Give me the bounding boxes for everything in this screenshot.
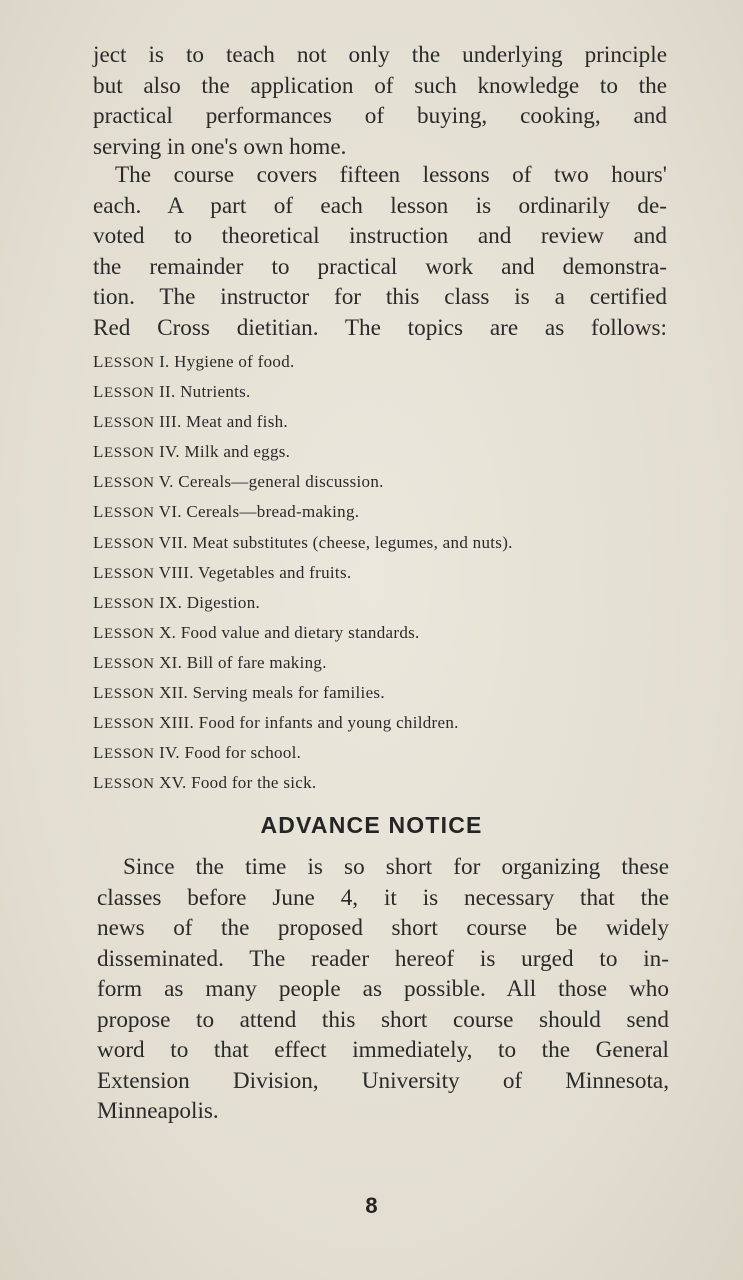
notice-paragraph	[97, 852, 669, 1127]
lesson-topic: VIII. Vegetables and fruits.	[158, 562, 352, 582]
lesson-label: LESSON	[93, 773, 155, 793]
lesson-topic: XIII. Food for infants and young children.	[159, 713, 459, 733]
lesson-label: LESSON	[93, 442, 155, 462]
lesson-item	[93, 347, 693, 377]
lesson-label: LESSON	[93, 592, 155, 612]
lesson-topic: XV. Food for the sick.	[159, 773, 317, 793]
text-line: form as many people as possible. All those who	[97, 976, 669, 1002]
text-line: Red Cross dietitian. The topics are as follows:	[93, 314, 667, 341]
lesson-topic: XI. Bill of fare making.	[159, 652, 327, 672]
section-heading: ADVANCE NOTICE	[260, 812, 483, 838]
lesson-item	[93, 588, 693, 618]
lesson-label: LESSON	[93, 683, 155, 703]
lesson-label: LESSON	[93, 622, 155, 642]
lesson-topic: IX. Digestion.	[159, 592, 261, 612]
text-line: each. A part of each lesson is ordinarily de-	[93, 192, 667, 219]
text-line: practical performances of buying, cooking, and	[93, 103, 667, 129]
lesson-list	[93, 347, 693, 798]
lesson-topic: III. Meat and fish.	[159, 412, 288, 432]
lesson-label: LESSON	[93, 652, 155, 672]
text-line: Minneapolis.	[97, 1098, 219, 1124]
lesson-topic: X. Food value and dietary standards.	[159, 622, 420, 642]
lesson-item	[93, 618, 693, 648]
lesson-item	[93, 467, 693, 497]
lesson-item	[93, 528, 693, 558]
lesson-item	[93, 648, 693, 678]
lesson-topic: IV. Milk and eggs.	[159, 442, 291, 462]
lesson-label: LESSON	[93, 472, 155, 492]
text-line: but also the application of such knowledge to the	[93, 72, 667, 99]
course-paragraph	[93, 160, 667, 343]
lesson-label: LESSON	[93, 532, 155, 552]
text-line: propose to attend this short course should send	[97, 1006, 669, 1033]
lesson-item	[93, 407, 693, 437]
text-line: disseminated. The reader hereof is urged to in-	[97, 945, 669, 972]
text-line: The course covers fifteen lessons of two hours'	[115, 162, 667, 188]
lesson-label: LESSON	[93, 562, 155, 582]
lesson-item	[93, 678, 693, 708]
text-line: Since the time is so short for organizing these	[123, 854, 669, 880]
lesson-item	[93, 437, 693, 467]
lesson-item	[93, 708, 693, 738]
lesson-item	[93, 558, 693, 588]
text-line: classes before June 4, it is necessary that the	[97, 884, 669, 911]
lesson-item	[93, 497, 693, 527]
lesson-label: LESSON	[93, 352, 155, 371]
text-line: serving in one's own home.	[93, 133, 347, 160]
lesson-topic: I. Hygiene of food.	[159, 352, 295, 371]
lesson-item	[93, 768, 693, 798]
lesson-topic: V. Cereals—general discussion.	[158, 472, 384, 492]
lesson-label: LESSON	[93, 412, 155, 432]
lesson-label: LESSON	[93, 382, 155, 402]
lesson-item	[93, 377, 693, 407]
page-number: 8	[365, 1193, 378, 1218]
lesson-topic: VII. Meat substitutes (cheese, legumes, and nuts).	[158, 532, 513, 552]
text-line: voted to theoretical instruction and review and	[93, 223, 667, 249]
text-line: tion. The instructor for this class is a certified	[93, 284, 667, 310]
text-line: the remainder to practical work and demonstra-	[93, 253, 667, 280]
lesson-topic: VI. Cereals—bread-making.	[158, 502, 360, 522]
text-line: Extension Division, University of Minnesota,	[97, 1067, 669, 1094]
lesson-label: LESSON	[93, 743, 155, 763]
lesson-label: LESSON	[93, 713, 155, 733]
lesson-item	[93, 738, 693, 768]
text-line: word to that effect immediately, to the General	[97, 1037, 669, 1063]
text-line: ject is to teach not only the underlying principle	[93, 42, 667, 68]
lesson-topic: IV. Food for school.	[159, 743, 302, 763]
lesson-topic: XII. Serving meals for families.	[159, 683, 385, 703]
intro-paragraph	[93, 40, 667, 162]
text-line: news of the proposed short course be widely	[97, 915, 669, 941]
lesson-topic: II. Nutrients.	[159, 382, 251, 402]
lesson-label: LESSON	[93, 502, 155, 522]
